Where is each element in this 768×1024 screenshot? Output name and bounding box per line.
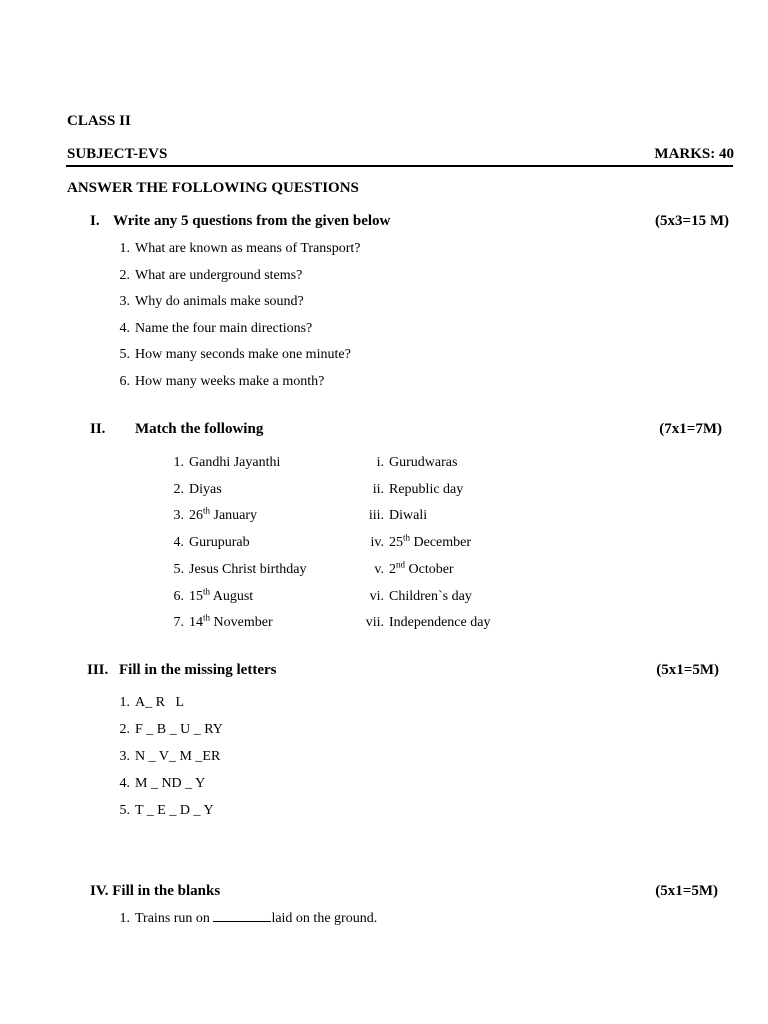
match-item — [356, 615, 490, 631]
section1-title: Write any 5 questions from the given below — [113, 213, 391, 229]
list-item — [110, 909, 377, 927]
match-item — [356, 455, 457, 471]
list-item-text: M _ ND _ Y — [135, 776, 206, 791]
list-item-number: 4. — [119, 320, 130, 336]
match-item-text — [389, 508, 427, 523]
list-item-text: F _ B _ U _ RY — [135, 722, 223, 737]
subject-label: SUBJECT-EVS — [67, 146, 168, 162]
ordinal-suffix: th — [203, 505, 211, 516]
list-item — [110, 749, 220, 765]
match-item — [160, 562, 306, 578]
list-item-number: 3. — [119, 294, 130, 310]
match-item-text — [189, 585, 254, 604]
match-item-text-main: 25 — [389, 535, 403, 551]
list-item-text: T _ E _ D _ Y — [135, 803, 214, 818]
section3-numeral: III. — [87, 662, 109, 678]
match-item-text — [389, 589, 472, 604]
list-item — [110, 776, 205, 792]
match-item-text-rest: November — [210, 615, 273, 631]
list-item — [110, 294, 304, 310]
list-item — [110, 241, 361, 257]
match-item-text-main: Diwali — [389, 508, 428, 524]
section2-title: Match the following — [135, 421, 264, 437]
match-item-number: 6. — [173, 588, 184, 604]
list-item-text: A_ R L — [135, 695, 184, 710]
match-item-text-main: Gandhi Jayanthi — [189, 455, 281, 470]
match-item — [160, 612, 273, 631]
match-item — [356, 508, 427, 524]
section2-numeral: II. — [90, 421, 106, 437]
match-item — [160, 455, 280, 471]
match-item-text — [389, 455, 457, 470]
match-item-number: 7. — [173, 615, 184, 631]
match-item-number: iv. — [370, 535, 384, 551]
class-label: CLASS II — [67, 113, 131, 129]
match-item-text-rest: December — [410, 535, 472, 551]
list-item-number: 1. — [119, 695, 130, 710]
match-item-text — [389, 559, 454, 577]
section1-numeral: I. — [90, 213, 100, 229]
list-item-text: Name the four main directions? — [135, 320, 313, 336]
section4-marks: (5x1=5M) — [655, 883, 718, 899]
match-item-number: 3. — [173, 508, 184, 524]
header-divider — [66, 165, 733, 167]
match-item-text-main: 26 — [189, 508, 203, 524]
match-item-number: i. — [376, 455, 384, 470]
list-item-text: What are underground stems? — [135, 267, 303, 283]
list-item-text-before: Trains run on — [135, 911, 214, 926]
ordinal-suffix: th — [203, 585, 211, 596]
marks-total: MARKS: 40 — [654, 146, 734, 162]
match-item — [160, 505, 258, 524]
list-item — [110, 374, 324, 390]
match-item-number: iii. — [368, 508, 384, 524]
match-item-number: vii. — [365, 615, 384, 631]
match-item — [356, 559, 454, 578]
list-item-text: N _ V_ M _ER — [135, 749, 221, 764]
ordinal-suffix: th — [203, 612, 211, 623]
list-item — [110, 321, 312, 337]
list-item-text: Why do animals make sound? — [135, 294, 304, 310]
match-item-number: v. — [374, 561, 384, 577]
match-item-text-main: 14 — [189, 615, 203, 631]
match-item — [160, 482, 222, 498]
list-item-number: 2. — [119, 267, 130, 283]
match-item-text-main: 15 — [189, 588, 203, 604]
match-item-text-main: Gurudwaras — [389, 455, 458, 470]
list-item — [110, 695, 184, 711]
match-item-text-main: Republic day — [389, 481, 464, 497]
match-item-number: 4. — [173, 535, 184, 551]
list-item — [110, 347, 351, 363]
ordinal-suffix: th — [403, 532, 411, 543]
list-item-number: 5. — [119, 803, 130, 818]
section1-marks: (5x3=15 M) — [655, 213, 729, 229]
section2-marks: (7x1=7M) — [659, 421, 722, 437]
list-item-number: 1. — [119, 911, 130, 926]
match-item-text — [189, 612, 273, 631]
match-item-text — [389, 532, 472, 551]
list-item-number: 6. — [119, 374, 130, 389]
list-item-number: 4. — [119, 776, 130, 791]
match-item-text — [389, 482, 463, 497]
match-item-text-main: Children`s day — [389, 588, 472, 604]
match-item — [356, 589, 472, 605]
match-item-text-main: Gurupurab — [189, 535, 250, 551]
list-item-number: 3. — [119, 749, 130, 764]
list-item — [110, 803, 214, 819]
match-item-number: ii. — [372, 481, 384, 497]
list-item-text: How many weeks make a month? — [135, 374, 325, 389]
match-item-text — [189, 535, 250, 550]
match-item-text — [189, 505, 258, 524]
match-item-number: 1. — [173, 455, 184, 470]
match-item-text — [189, 455, 280, 470]
match-item-text-main: Jesus Christ birthday — [189, 561, 307, 577]
list-item-text: What are known as means of Transport? — [135, 241, 361, 256]
ordinal-suffix: nd — [396, 559, 405, 570]
match-item-text — [389, 615, 490, 630]
list-item-text-after: laid on the ground. — [271, 911, 378, 926]
match-item-text-rest: October — [405, 561, 454, 577]
section3-title: Fill in the missing letters — [119, 662, 277, 678]
match-item-text-main: 2 — [389, 561, 396, 577]
list-item-text: How many seconds make one minute? — [135, 347, 351, 363]
match-item-number: 5. — [173, 561, 184, 577]
answer-blank[interactable] — [213, 909, 271, 922]
list-item-number: 2. — [119, 722, 130, 737]
match-item-text-rest: August — [210, 588, 254, 604]
match-item — [356, 532, 472, 551]
match-item-number: 2. — [173, 481, 184, 497]
match-item-text — [189, 562, 306, 577]
match-item — [160, 535, 250, 551]
list-item — [110, 722, 223, 738]
match-item-text-rest: January — [210, 508, 258, 524]
match-item-text-main: Independence day — [389, 615, 491, 631]
match-item-number: vi. — [369, 588, 384, 604]
match-item-text — [189, 482, 222, 497]
section4-heading: IV. Fill in the blanks — [90, 883, 221, 899]
list-item-number: 5. — [119, 347, 130, 363]
match-item-text-main: Diyas — [189, 481, 222, 497]
section3-marks: (5x1=5M) — [656, 662, 719, 678]
instruction-heading: ANSWER THE FOLLOWING QUESTIONS — [67, 180, 359, 196]
match-item — [160, 585, 254, 605]
list-item-number: 1. — [119, 241, 130, 256]
match-item — [356, 482, 463, 498]
list-item — [110, 268, 302, 284]
